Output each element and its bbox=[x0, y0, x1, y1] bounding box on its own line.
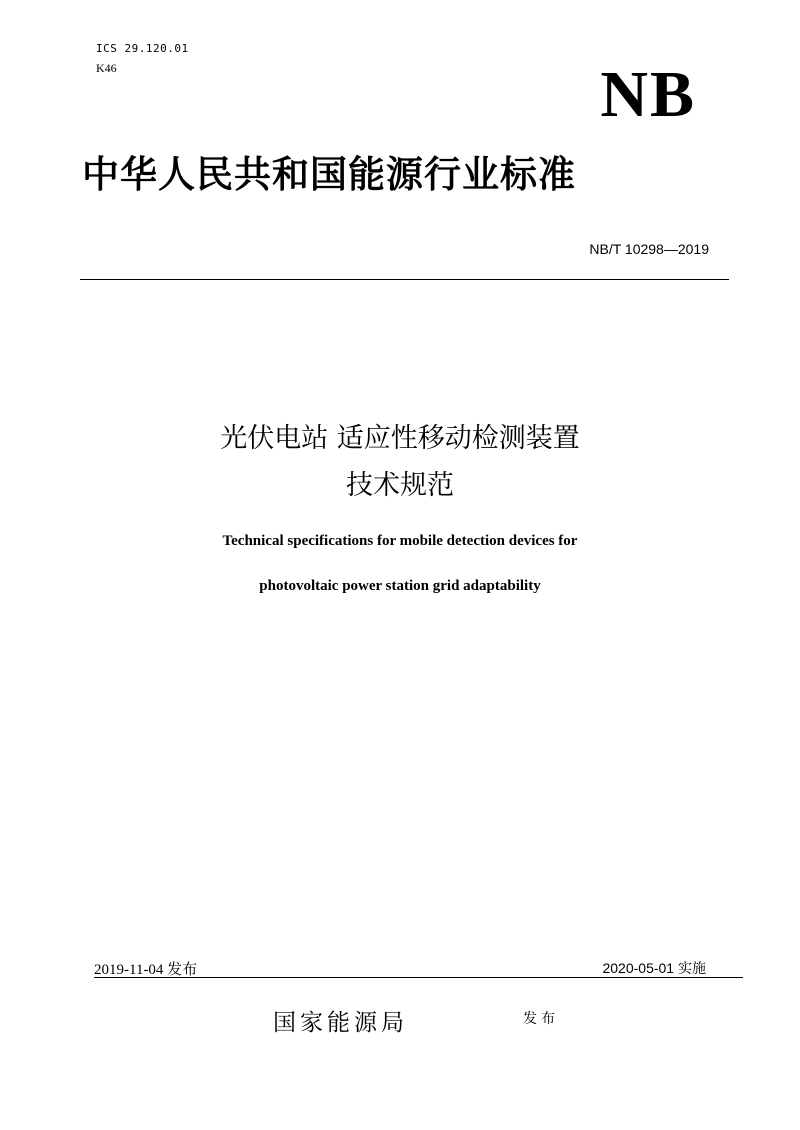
chinese-title-line-1: 光伏电站 适应性移动检测装置 bbox=[220, 423, 580, 454]
ccs-code: K46 bbox=[96, 61, 117, 75]
issuing-authority: 国家能源局 bbox=[273, 1010, 408, 1036]
standard-number: NB/T 10298—2019 bbox=[589, 241, 709, 257]
nb-logo: NB bbox=[600, 58, 696, 131]
publish-date: 2019-11-04 发布 bbox=[94, 962, 198, 978]
english-title-line-1: Technical specifications for mobile detection devices for bbox=[222, 533, 578, 549]
chinese-title-line-2: 技术规范 bbox=[346, 470, 454, 501]
ics-code: ICS 29.120.01 bbox=[96, 42, 189, 55]
implementation-date: 2020-05-01 实施 bbox=[602, 960, 706, 976]
header-divider bbox=[80, 279, 729, 280]
english-title-line-2: photovoltaic power station grid adaptability bbox=[259, 578, 541, 594]
footer-divider bbox=[94, 977, 743, 978]
issue-label: 发布 bbox=[523, 1011, 559, 1027]
standard-category-title: 中华人民共和国能源行业标准 bbox=[82, 153, 576, 196]
